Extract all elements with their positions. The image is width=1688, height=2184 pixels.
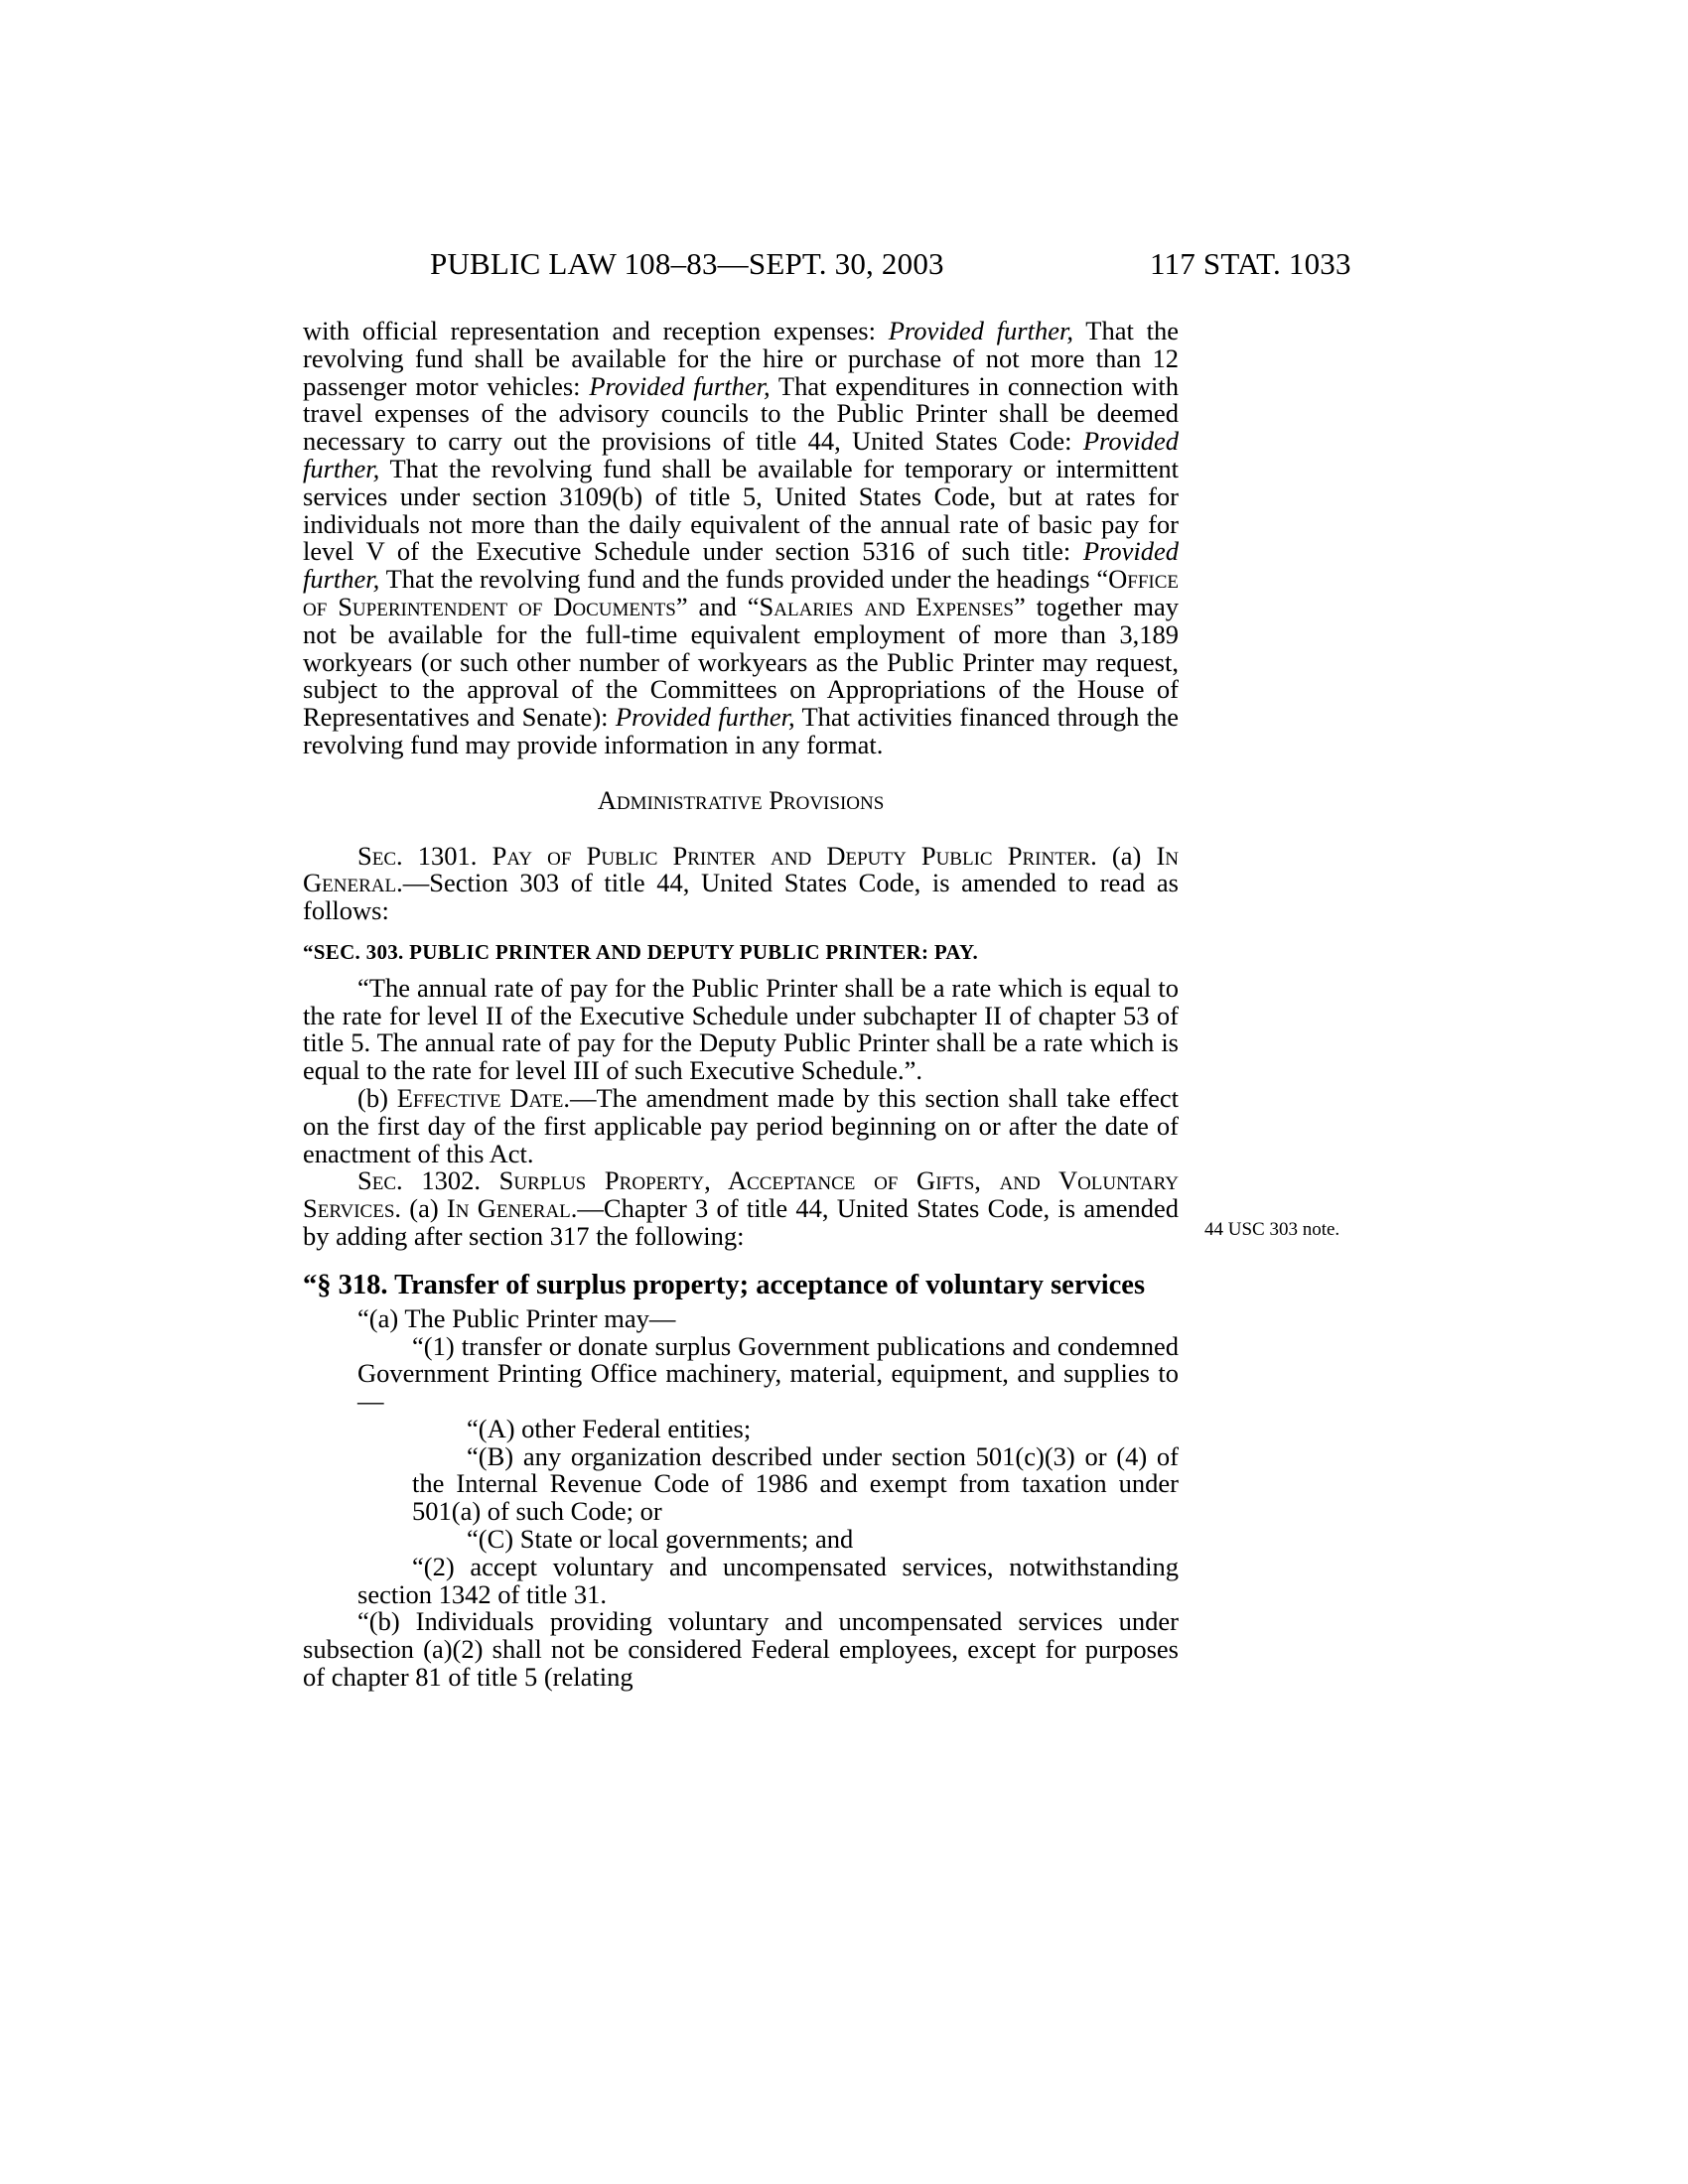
item-B: “(B) any organization described under section 501(c)(3) or (4) of the Internal Revenue Code of 1986 and exempt from taxation under 501(a) of such Code; or: [412, 1440, 1179, 1527]
item-b: “(b) Individuals providing voluntary and uncompensated services under subsection (a)(2) shall not be considered Federal employees, except for purposes of chapter 81 of title 5 (relating: [303, 1606, 1179, 1693]
item-A: “(A) other Federal entities;: [467, 1413, 752, 1443]
margin-note-usc: 44 USC 303 note.: [1204, 1219, 1340, 1240]
paragraph-revolving-fund: with official representation and reception expenses: Provided further, That the revolving fund shall be available for the hire or purchase of not more than 12 passenger motor vehicles: Provided further, That expenditures in connection with travel expenses of the advisory councils to the Public Printer shall be deemed necessary to carry out the provisions of title 44, United States Code: Provided further, That the revolving fund shall be available for temporary or intermittent services under section 3109(b) of title 5, United States Code, but at rates for individuals not more than the daily equivalent of the annual rate of basic pay for level V of the Executive Schedule under section 5316 of such title: Provided further, That the revolving fund and the funds provided under the headings “Office of Superintendent of Documents” and “Salaries and Expenses” together may not be available for the full-time equivalent employment of more than 3,189 workyears (or such other number of workyears as the Public Printer may request, subject to the approval of the Committees on Appropriations of the House of Representatives and Senate): Provided further, That activities financed through the revolving fund may provide information in any format.: [303, 316, 1180, 759]
paragraph-effective-date: (b) Effective Date.—The amendment made by this section shall take effect on the first day of the first applicable pay period beginning on or after the date of enactment of this Act.: [303, 1082, 1179, 1168]
main-text-column: [303, 318, 1179, 1692]
item-C: “(C) State or local governments; and: [467, 1524, 854, 1555]
item-a: “(a) The Public Printer may—: [357, 1302, 676, 1333]
heading-sec-303: “SEC. 303. PUBLIC PRINTER AND DEPUTY PUBLIC PRINTER: PAY.: [303, 939, 979, 964]
paragraph-sec-303-text: “The annual rate of pay for the Public Printer shall be a rate which is equal to the rate for level II of the Executive Schedule under subchapter II of chapter 53 of title 5. The annual rate of pay for the Deputy Public Printer shall be a rate which is equal to the rate for level III of such Executive Schedule.”.: [303, 972, 1179, 1086]
running-header-page-number: 117 STAT. 1033: [1150, 246, 1351, 281]
paragraph-sec-1301: Sec. 1301. Pay of Public Printer and Deputy Public Printer. (a) In General.—Section 303 of title 44, United States Code, is amended to read as follows:: [303, 840, 1179, 926]
item-a-1: “(1) transfer or donate surplus Government publications and condemned Government Printing Office machinery, material, equipment, and supplies to—: [357, 1330, 1179, 1417]
heading-sec-318: “§ 318. Transfer of surplus property; acceptance of voluntary services: [303, 1269, 1146, 1300]
paragraph-sec-1302: Sec. 1302. Surplus Property, Acceptance of Gifts, and Voluntary Services. (a) In General.—Chapter 3 of title 44, United States Code, is amended by adding after section 317 the following:: [303, 1165, 1179, 1251]
item-a-2: “(2) accept voluntary and uncompensated services, notwithstanding section 1342 of title 31.: [357, 1551, 1179, 1609]
section-heading-administrative-provisions: Administrative Provisions: [597, 784, 885, 815]
running-header-left: PUBLIC LAW 108–83—SEPT. 30, 2003: [430, 246, 944, 281]
